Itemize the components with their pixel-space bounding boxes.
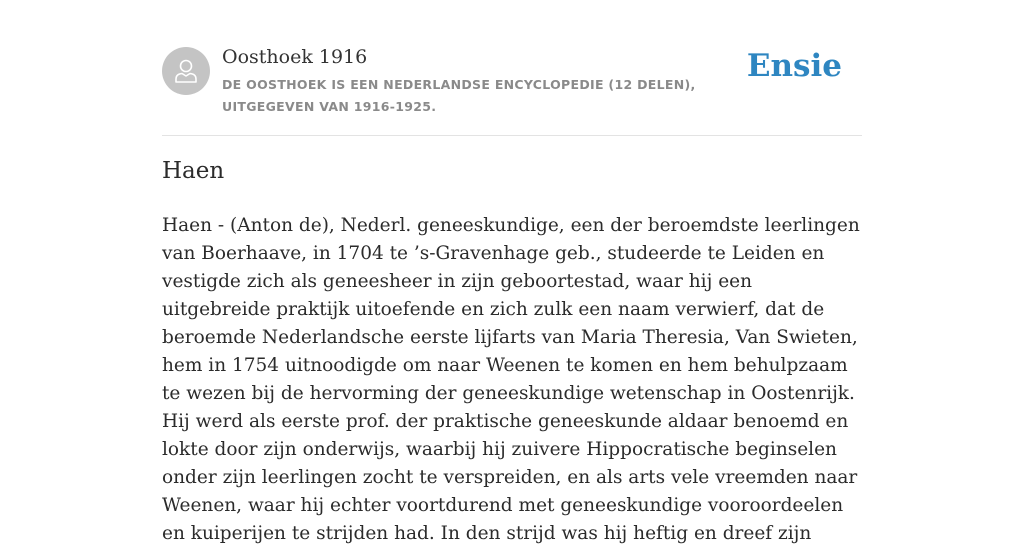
source-header [162, 44, 862, 116]
article-title: Haen [162, 158, 225, 184]
source-title[interactable]: Oosthoek 1916 [222, 46, 368, 68]
header-divider [162, 135, 862, 136]
user-icon [171, 56, 201, 86]
source-avatar[interactable] [162, 47, 210, 95]
ensie-logo[interactable]: Ensie [746, 48, 842, 84]
source-description: DE OOSTHOEK IS EEN NEDERLANDSE ENCYCLOPEDIE (12 DELEN), UITGEGEVEN VAN 1916-1925. [222, 77, 696, 114]
article-body: Haen - (Anton de), Nederl. geneeskundige, een der beroemdste leerlingen van Boerhaave, in 1704 te ’s-Gravenhage geb., studeerde te Leiden en vestigde zich als geneesheer in zijn geboortestad, waar hij een uitgebreide praktijk uitoefende en zich zulk een naam verwierf, dat de beroemde Nederlandsche eerste lijfarts van Maria Theresia, Van Swieten, hem in 1754 uitnoodigde om naar Weenen te komen en hem behulpzaam te wezen bij de hervorming der geneeskundige wetenschap in Oostenrijk. Hij werd als eerste prof. der praktische geneeskunde aldaar benoemd en lokte door zijn onderwijs, waarbij hij zuivere Hippocratische beginselen onder zijn leerlingen zocht te verspreiden, en als arts vele vreemden naar Weenen, waar hij echter voortdurend met geneeskundige vooroordeelen en kuiperijen te strijden had. In den strijd was hij heftig en dreef zijn [162, 215, 860, 544]
